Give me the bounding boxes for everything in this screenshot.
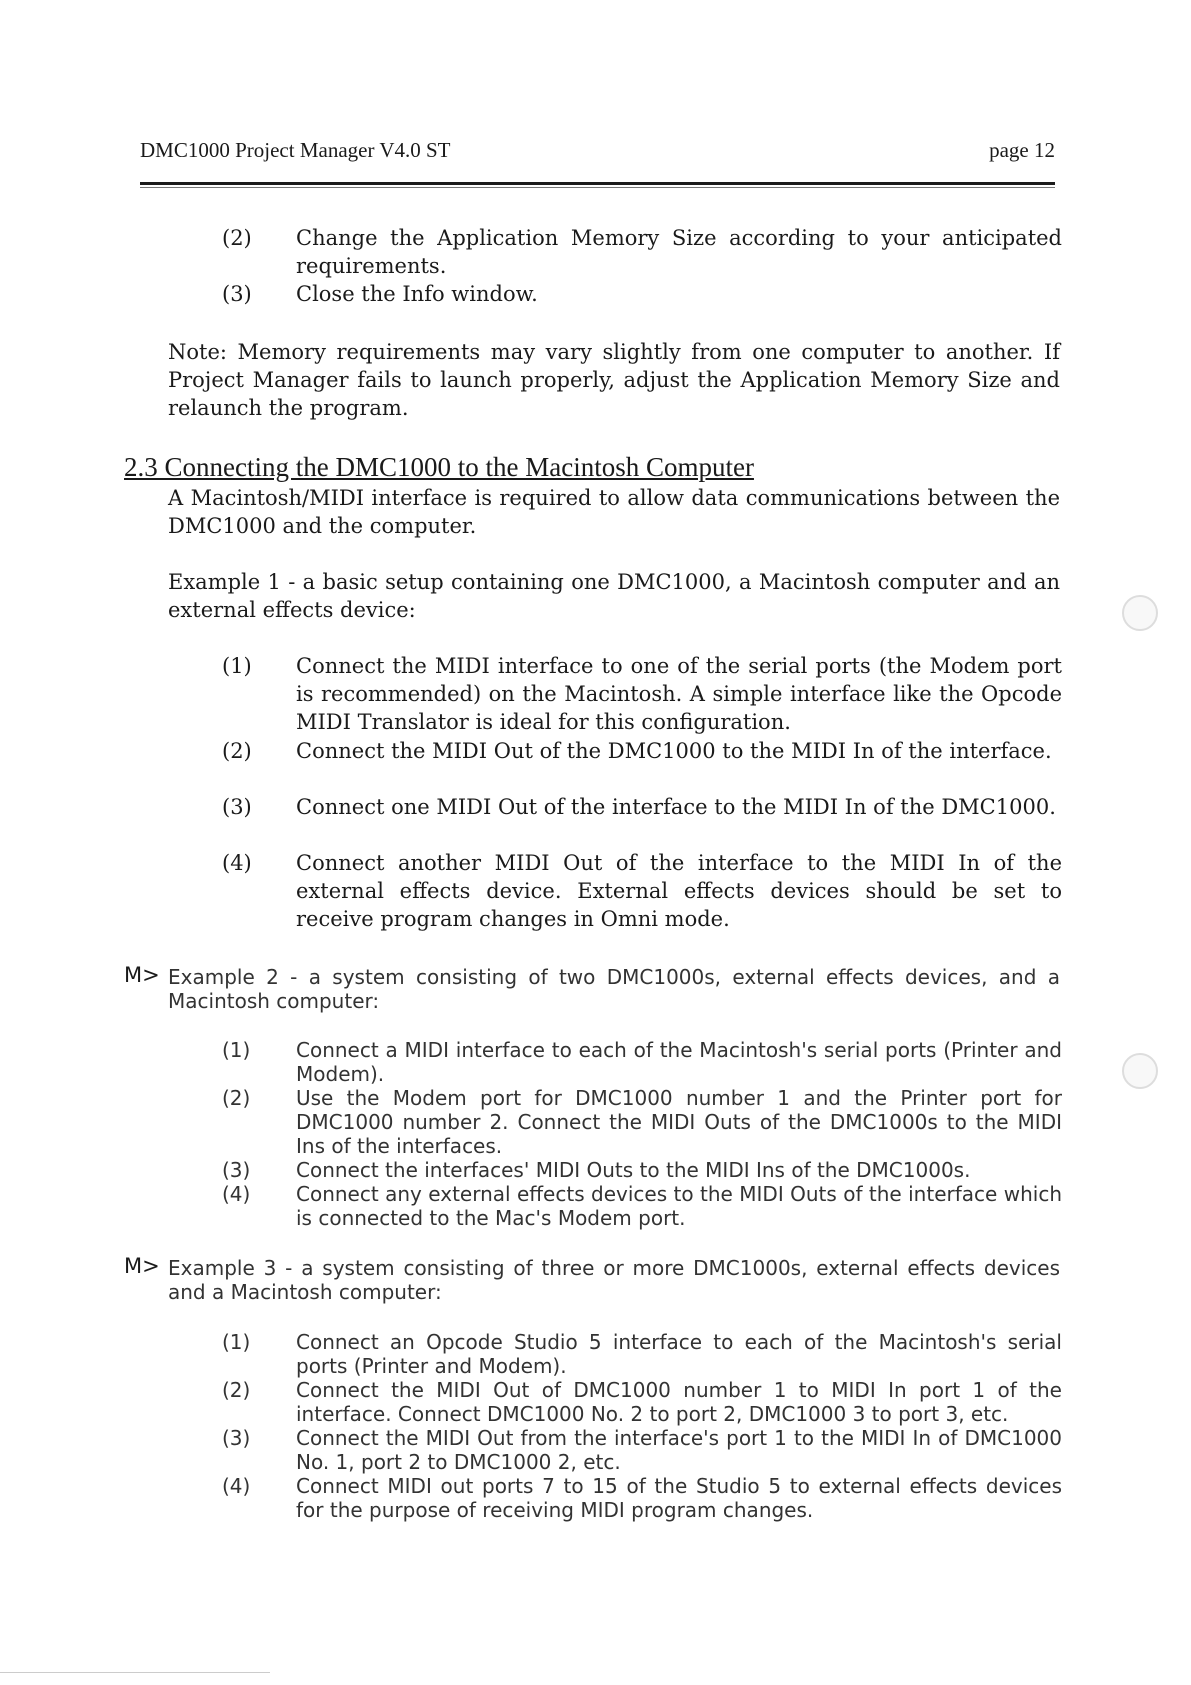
note-text: Memory requirements may vary slightly from one computer to another. If Project Manager fails to launch properly, adjust the Application Memory Size and relaunch the program.: [168, 340, 1060, 420]
item-text: Connect one MIDI Out of the interface to the MIDI In of the DMC1000.: [296, 795, 1056, 819]
page-header: [140, 138, 1055, 163]
item-number: (3): [222, 1426, 251, 1450]
item-number: (2): [222, 226, 252, 250]
item-text: Connect MIDI out ports 7 to 15 of the Studio 5 to external effects devices for the purpose of receiving MIDI program changes.: [296, 1474, 1062, 1522]
item-text: Connect the interfaces' MIDI Outs to the MIDI Ins of the DMC1000s.: [296, 1158, 971, 1182]
header-title: DMC1000 Project Manager V4.0 ST: [140, 138, 451, 162]
item-text: Connect a MIDI interface to each of the Macintosh's serial ports (Printer and Modem).: [296, 1038, 1062, 1086]
item-text: Connect the MIDI interface to one of the serial ports (the Modem port is recommended) on the Macintosh. A simple interface like the Opcode MIDI Translator is ideal for this configuration.: [296, 654, 1062, 734]
item-number: (1): [222, 1330, 251, 1354]
item-number: (3): [222, 282, 252, 306]
item-number: (2): [222, 1378, 251, 1402]
header-rule-thin: [140, 187, 1055, 188]
item-text: Connect the MIDI Out of DMC1000 number 1 to MIDI In port 1 of the interface. Connect DMC1000 No. 2 to port 2, DMC1000 3 to port 3, etc.: [296, 1378, 1062, 1426]
item-number: (1): [222, 654, 252, 678]
item-text: Connect another MIDI Out of the interface to the MIDI In of the external effects device. External effects devices should be set to receive program changes in Omni mode.: [296, 851, 1062, 931]
note-paragraph: [168, 338, 1060, 422]
item-number: (2): [222, 739, 252, 763]
example-3-marker: M>: [124, 1254, 160, 1278]
item-text: Connect the MIDI Out from the interface's port 1 to the MIDI In of DMC1000 No. 1, port 2 to DMC1000 2, etc.: [296, 1426, 1062, 1474]
punch-hole: [1122, 595, 1158, 631]
note-label: Note:: [168, 340, 227, 364]
example-2-heading: Example 2 - a system consisting of two DMC1000s, external effects devices, and a Macintosh computer:: [168, 965, 1060, 1013]
section-intro: A Macintosh/MIDI interface is required to allow data communications between the DMC1000 and the computer.: [168, 486, 1060, 538]
bottom-edge-line: [0, 1672, 270, 1673]
section-heading: 2.3 Connecting the DMC1000 to the Macintosh Computer: [124, 452, 754, 482]
example-1-text: - a basic setup containing one DMC1000, a Macintosh computer and an external effects device:: [168, 570, 1061, 622]
item-text: Use the Modem port for DMC1000 number 1 and the Printer port for DMC1000 number 2. Connect the MIDI Outs of the DMC1000s to the MIDI Ins of the interfaces.: [296, 1086, 1062, 1158]
punch-hole: [1122, 1053, 1158, 1089]
item-number: (4): [222, 1474, 251, 1498]
item-number: (2): [222, 1086, 251, 1110]
example-3-heading: Example 3 - a system consisting of three or more DMC1000s, external effects devices and a Macintosh computer:: [168, 1256, 1060, 1304]
item-text: Connect any external effects devices to the MIDI Outs of the interface which is connected to the Mac's Modem port.: [296, 1182, 1062, 1230]
item-number: (4): [222, 1182, 251, 1206]
item-number: (1): [222, 1038, 251, 1062]
example-1-label: Example 1: [168, 570, 281, 594]
header-rule: [140, 182, 1055, 185]
item-text: Connect an Opcode Studio 5 interface to each of the Macintosh's serial ports (Printer and Modem).: [296, 1330, 1062, 1378]
example-2-marker: M>: [124, 963, 160, 987]
page-number: page 12: [989, 138, 1055, 162]
item-text: Change the Application Memory Size according to your anticipated requirements.: [296, 226, 1062, 278]
item-text: Connect the MIDI Out of the DMC1000 to the MIDI In of the interface.: [296, 739, 1052, 763]
item-number: (3): [222, 795, 252, 819]
item-number: (3): [222, 1158, 251, 1182]
item-number: (4): [222, 851, 252, 875]
item-text: Close the Info window.: [296, 282, 538, 306]
example-1-heading: [168, 568, 1060, 624]
